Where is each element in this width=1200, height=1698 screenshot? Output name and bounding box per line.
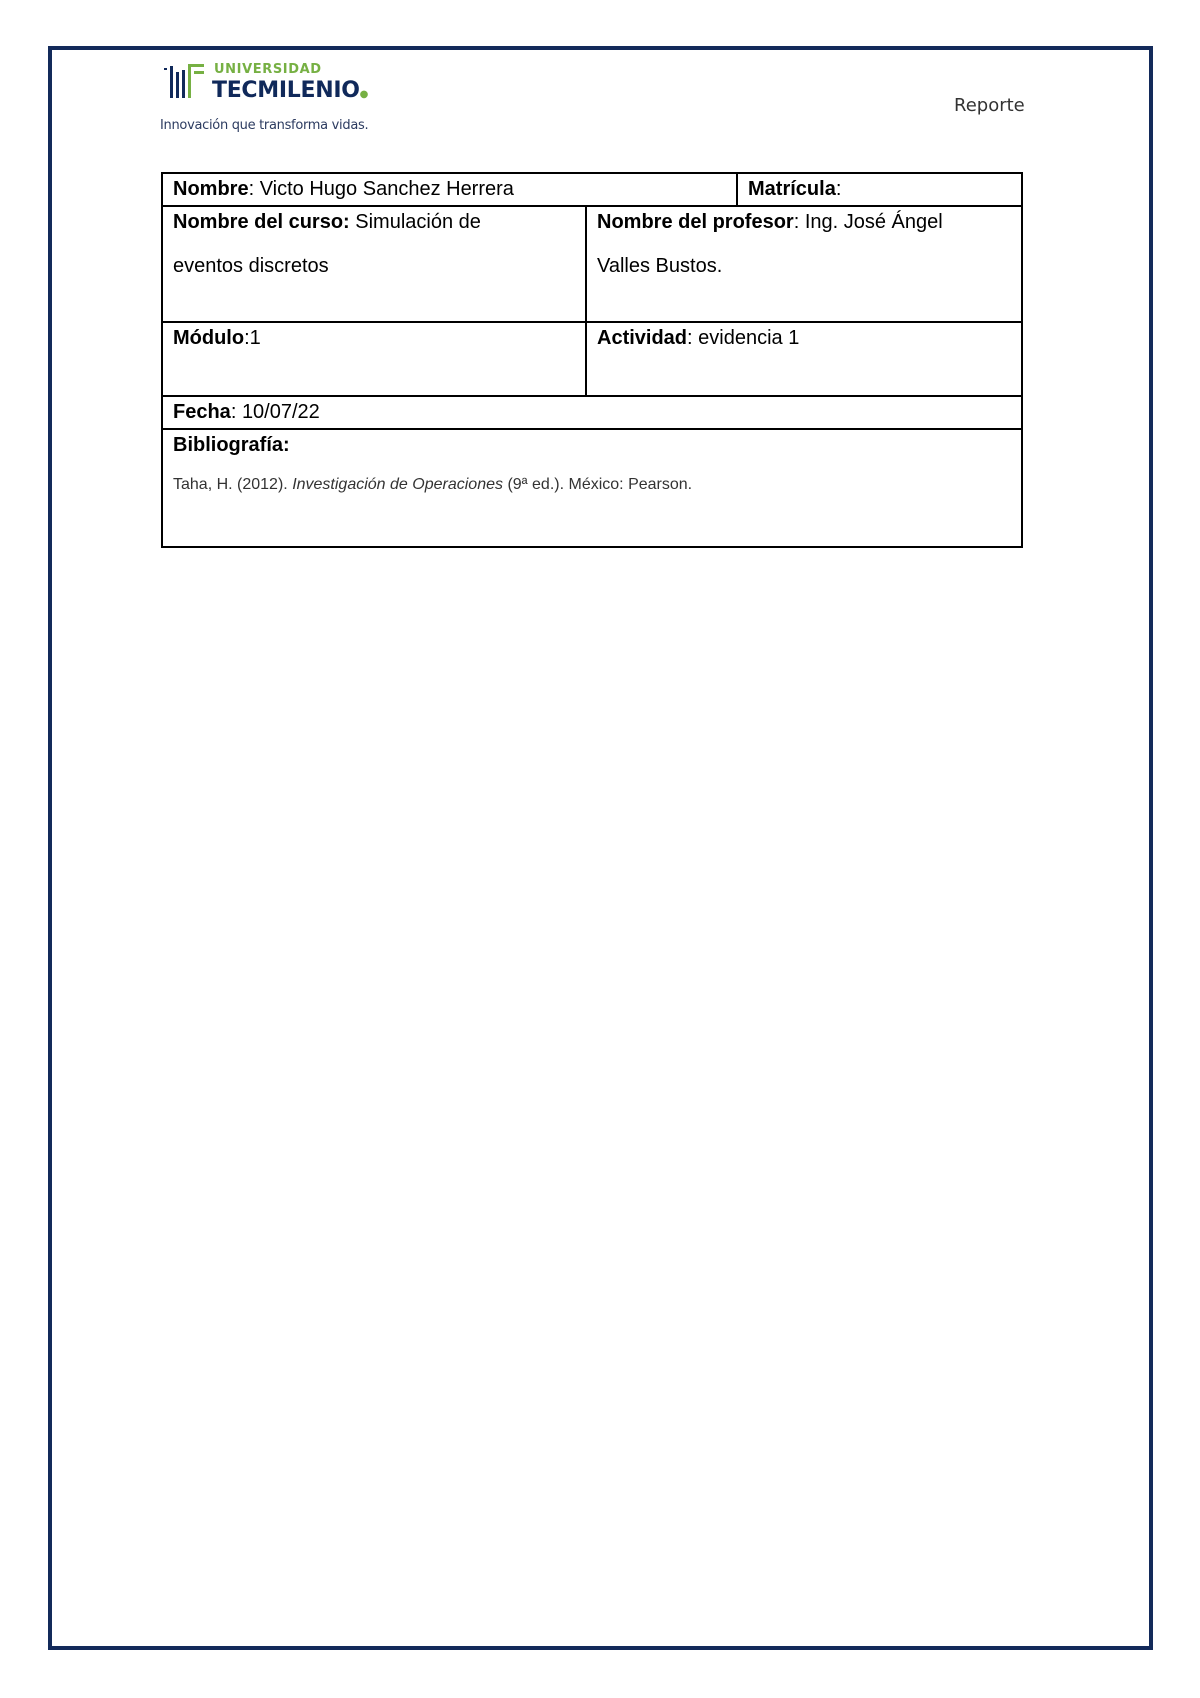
table-row	[162, 396, 1022, 429]
bibliografia-cell: Bibliografía: Taha, H. (2012). Investigación de Operaciones (9ª ed.). México: Pearson.	[162, 429, 1022, 547]
actividad-label: Actividad	[597, 327, 688, 349]
tecmilenio-logo-icon	[162, 62, 206, 102]
document-type: Reporte	[954, 95, 1025, 116]
table-row	[162, 429, 1022, 547]
matricula-cell: Matrícula:	[737, 173, 1022, 206]
logo-tagline: Innovación que transforma vidas.	[160, 118, 369, 133]
modulo-cell: Módulo:1	[162, 322, 586, 396]
bibliografia-title: Investigación de Operaciones	[292, 476, 503, 493]
actividad-cell: Actividad: evidencia 1	[586, 322, 1022, 396]
bibliografia-reference	[173, 471, 1011, 498]
trademark-dot-icon: ●	[359, 89, 369, 100]
table-row	[162, 322, 1022, 396]
modulo-value: 1	[249, 327, 261, 349]
student-info-table	[161, 172, 1023, 548]
nombre-value: Victo Hugo Sanchez Herrera	[259, 178, 514, 200]
profesor-value-line2: Valles Bustos.	[597, 255, 723, 277]
table-row	[162, 173, 1022, 206]
logo-university-name: TECMILENIO●	[212, 78, 369, 103]
bibliografia-label: Bibliografía	[173, 434, 284, 456]
profesor-cell: Nombre del profesor: Ing. José Ángel Valles Bustos.	[586, 206, 1022, 322]
matricula-label: Matrícula	[748, 178, 836, 200]
nombre-cell: Nombre: Victo Hugo Sanchez Herrera	[162, 173, 737, 206]
bibliografia-publisher: (9ª ed.). México: Pearson.	[507, 476, 693, 493]
fecha-value: 10/07/22	[241, 401, 320, 423]
table-row	[162, 206, 1022, 322]
logo-university-label: UNIVERSIDAD	[214, 62, 322, 77]
bibliografia-author: Taha, H. (2012).	[173, 476, 288, 493]
fecha-label: Fecha	[173, 401, 231, 423]
actividad-value: evidencia 1	[698, 327, 800, 349]
university-logo	[160, 60, 420, 140]
profesor-label: Nombre del profesor	[597, 211, 794, 233]
curso-value-line1: Simulación de	[355, 211, 481, 233]
curso-value-line2: eventos discretos	[173, 255, 329, 277]
profesor-value-line1: Ing. José Ángel	[804, 211, 943, 233]
modulo-label: Módulo	[173, 327, 245, 349]
curso-label: Nombre del curso:	[173, 211, 350, 233]
nombre-label: Nombre	[173, 178, 249, 200]
curso-cell	[162, 206, 586, 322]
fecha-cell: Fecha: 10/07/22	[162, 396, 1022, 429]
